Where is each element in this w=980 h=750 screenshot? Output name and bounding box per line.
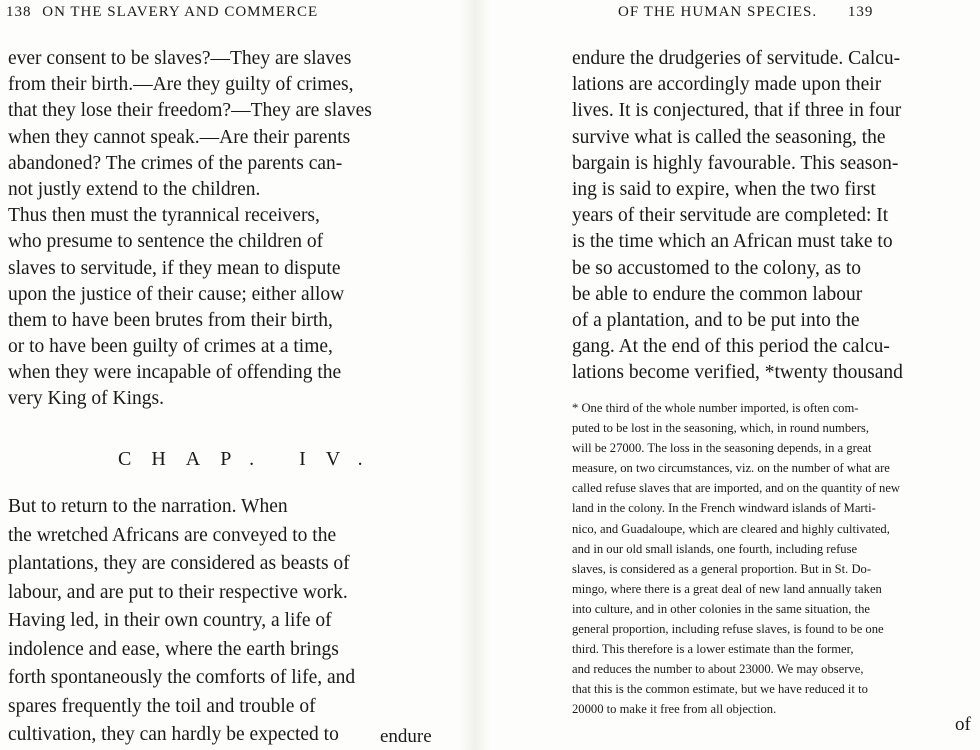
text-line: labour, and are put to their respective work. xyxy=(8,581,348,603)
footnote-line: nico, and Guadaloupe, which are cleared and highly cultivated, xyxy=(572,521,890,536)
book-gutter xyxy=(460,0,490,750)
footnote-line: land in the colony. In the French windward islands of Marti- xyxy=(572,501,876,516)
text-line: when they cannot speak.—Are their parents xyxy=(8,126,351,148)
text-line: years of their servitude are completed: It xyxy=(572,205,889,227)
text-line: indolence and ease, where the earth brings xyxy=(8,638,339,660)
right-running-head xyxy=(618,4,873,21)
text-line: be able to endure the common labour xyxy=(572,283,863,305)
text-line: Thus then must the tyrannical receivers, xyxy=(8,205,320,227)
right-catchword: of xyxy=(955,714,971,735)
footnote-line: and reduces the number to about 23000. We may observe, xyxy=(572,662,864,677)
text-line: ever consent to be slaves?—They are slaves xyxy=(8,48,352,69)
text-line: Having led, in their own country, a life of xyxy=(8,610,332,631)
text-line: cultivation, they can hardly be expected to xyxy=(8,724,339,745)
text-line: be so accustomed to the colony, as to xyxy=(572,257,861,279)
left-body-text xyxy=(8,46,372,413)
left-body-text-continued xyxy=(8,493,355,750)
text-line: lives. It is conjectured, that if three in four xyxy=(572,100,902,122)
text-line: ing is said to expire, when the two first xyxy=(572,178,876,200)
text-line: bargain is highly favourable. This season- xyxy=(572,152,899,174)
footnote-line: third. This therefore is a lower estimate than the former, xyxy=(572,642,854,657)
left-page xyxy=(0,0,460,750)
left-catchword: endure xyxy=(380,726,432,747)
text-line: them to have been brutes from their birth, xyxy=(8,309,333,331)
footnote-line: will be 27000. The loss in the seasoning depends, in a great xyxy=(572,441,872,456)
right-running-title: OF THE HUMAN SPECIES. xyxy=(618,4,818,20)
footnote-line: measure, on two circumstances, viz. on the number of what are xyxy=(572,461,890,476)
left-running-head xyxy=(6,4,318,21)
right-page xyxy=(490,0,980,750)
text-line: of a plantation, and to be put into the xyxy=(572,309,860,331)
left-running-title: ON THE SLAVERY AND COMMERCE xyxy=(42,4,319,20)
text-line: But to return to the narration. When xyxy=(8,496,288,517)
footnote-line: general proportion, including refuse slaves, is found to be one xyxy=(572,622,884,637)
text-line: abandoned? The crimes of the parents can- xyxy=(8,152,343,174)
text-line: lations are accordingly made upon their xyxy=(572,74,882,96)
text-line: very King of Kings. xyxy=(8,388,164,410)
footnote-line: into culture, and in other colonies in the same situation, the xyxy=(572,601,870,616)
text-line: forth spontaneously the comforts of life, and xyxy=(8,667,356,688)
text-line: upon the justice of their cause; either allow xyxy=(8,283,345,305)
footnote-line: * One third of the whole number imported, is often com- xyxy=(572,401,859,415)
text-line: not justly extend to the children. xyxy=(8,178,261,200)
text-line: from their birth.—Are they guilty of crimes, xyxy=(8,74,354,96)
left-page-number: 138 xyxy=(6,4,32,20)
text-line: the wretched Africans are conveyed to the xyxy=(8,524,337,546)
chapter-heading: CHAP. IV. xyxy=(118,448,383,470)
footnote xyxy=(572,398,980,720)
footnote-line: 20000 to make it free from all objection. xyxy=(572,702,777,717)
right-body-text xyxy=(572,46,903,386)
text-line: when they were incapable of offending the xyxy=(8,362,342,384)
footnote-line: puted to be lost in the seasoning, which, in round numbers, xyxy=(572,421,869,436)
text-line: lations become verified, *twenty thousand xyxy=(572,362,903,384)
text-line: plantations, they are considered as beasts of xyxy=(8,553,350,574)
text-line: who presume to sentence the children of xyxy=(8,231,324,253)
text-line: endure the drudgeries of servitude. Calcu- xyxy=(572,48,901,69)
footnote-line: that this is the common estimate, but we have reduced it to xyxy=(572,682,868,697)
right-page-number: 139 xyxy=(847,4,874,20)
text-line: survive what is called the seasoning, the xyxy=(572,126,886,148)
text-line: that they lose their freedom?—They are slaves xyxy=(8,100,372,122)
footnote-line: slaves, is considered as a general proportion. But in St. Do- xyxy=(572,561,872,576)
text-line: or to have been guilty of crimes at a time, xyxy=(8,336,333,358)
footnote-line: and in our old small islands, one fourth, including refuse xyxy=(572,541,858,556)
text-line: is the time which an African must take to xyxy=(572,231,893,253)
text-line: spares frequently the toil and trouble of xyxy=(8,695,316,717)
text-line: slaves to servitude, if they mean to dispute xyxy=(8,257,341,279)
footnote-line: mingo, where there is a great deal of new land annually taken xyxy=(572,581,882,596)
text-line: gang. At the end of this period the calcu- xyxy=(572,336,890,358)
footnote-line: called refuse slaves that are imported, and on the quantity of new xyxy=(572,481,901,496)
